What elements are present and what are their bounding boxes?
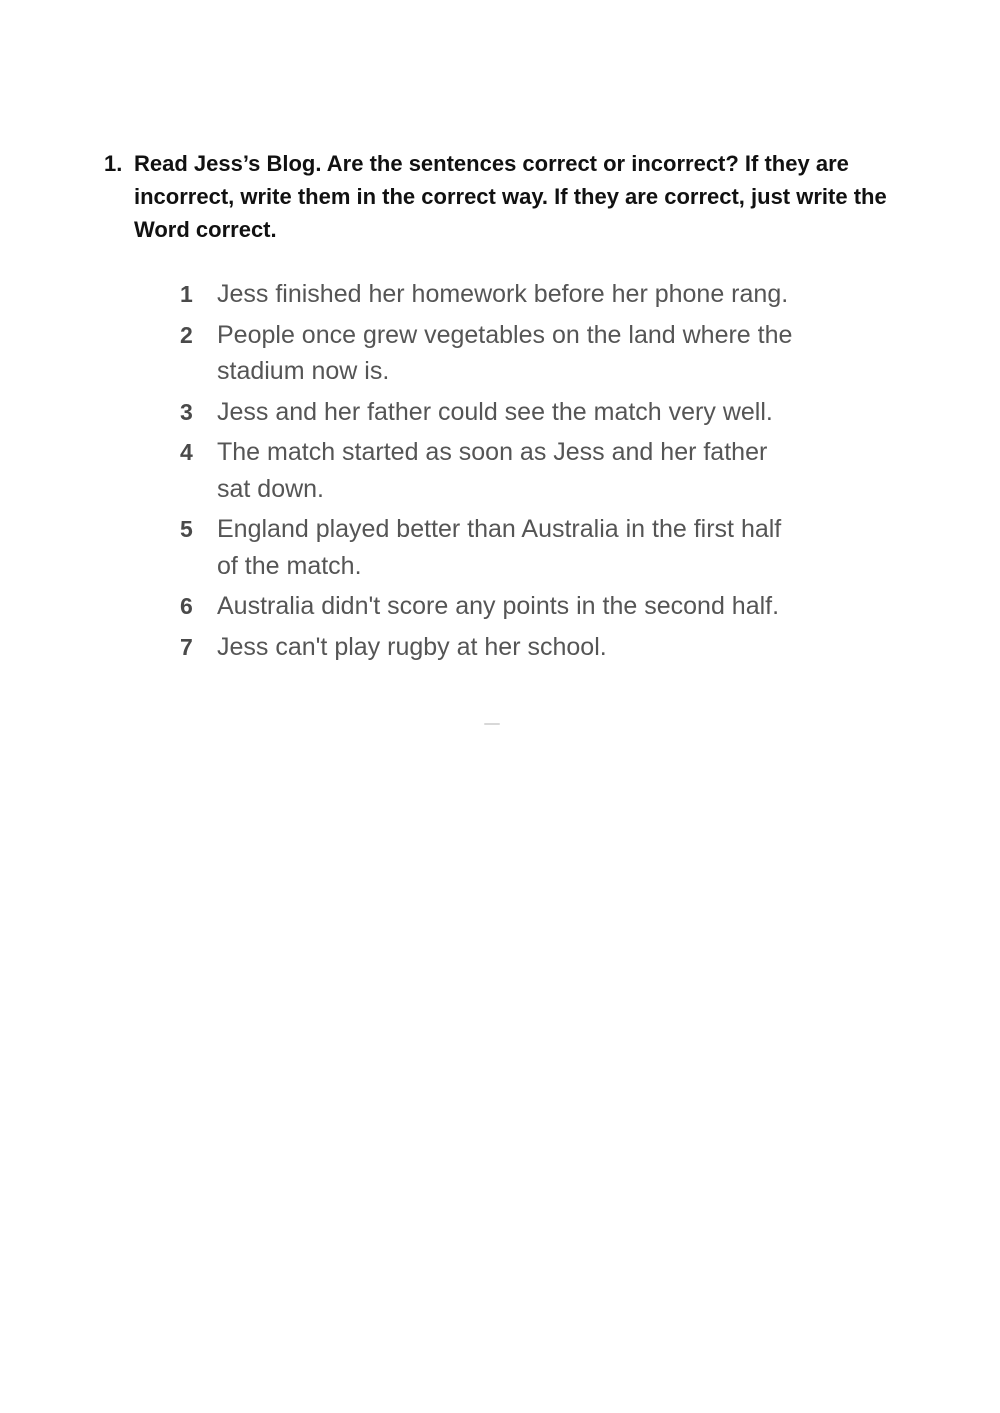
sentence-text: Jess finished her homework before her phone rang.: [217, 280, 789, 308]
sentence-text: People once grew vegetables on the land where the stadium now is.: [217, 320, 793, 385]
sentence-text: Jess and her father could see the match very well.: [217, 397, 773, 426]
sentence-item: [178, 511, 798, 584]
sentence-item: [178, 317, 798, 390]
sentence-item: [178, 588, 798, 625]
sentence-text: England played better than Australia in the first half of the match.: [217, 515, 782, 580]
exercise-instruction-text: Read Jess’s Blog. Are the sentences correct or incorrect? If they are incorrect, write them in the correct way. If they are correct, just write the Word correct.: [134, 151, 887, 242]
sentence-item: [178, 276, 798, 313]
sentence-number: 5: [180, 516, 193, 542]
sentence-number: 4: [180, 439, 193, 465]
sentence-text: Jess can't play rugby at her school.: [217, 632, 607, 661]
sentence-number: 2: [180, 321, 193, 348]
exercise-number: 1.: [104, 151, 123, 176]
sentence-list: [178, 276, 798, 669]
sentence-item: [178, 629, 798, 666]
sentence-number: 6: [180, 593, 193, 619]
sentence-item: [178, 434, 798, 507]
sentence-text: Australia didn't score any points in the second half.: [217, 592, 780, 620]
scan-smudge: [484, 723, 500, 725]
sentence-number: 1: [180, 281, 193, 307]
sentence-text: The match started as soon as Jess and her father sat down.: [217, 438, 768, 503]
exercise-instruction: [104, 147, 924, 246]
sentence-number: 3: [180, 398, 193, 425]
sentence-item: [178, 394, 798, 431]
sentence-number: 7: [180, 633, 193, 660]
